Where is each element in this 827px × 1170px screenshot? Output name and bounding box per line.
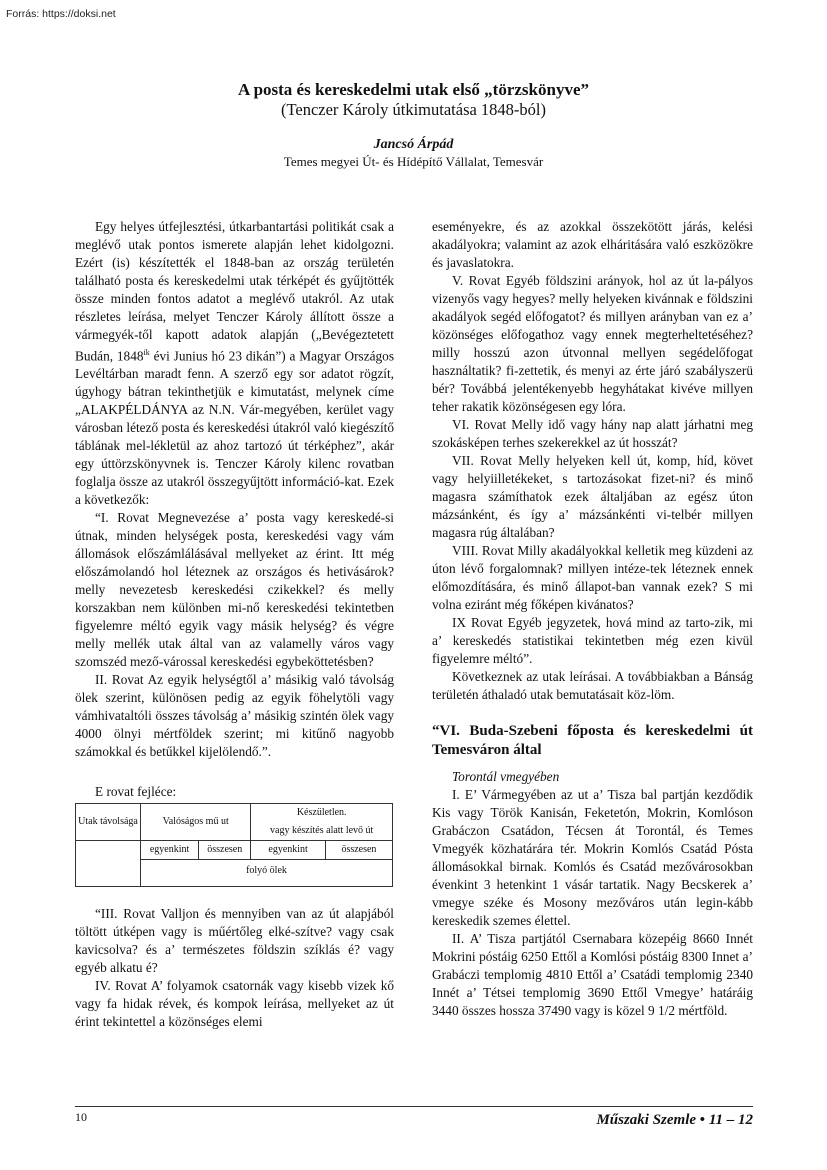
paragraph: VIII. Rovat Milly akadályokkal kelletik meg küzdeni az úton lévő forgalomnak? millyen intéze-tek léteznek ennek előmozdítására, és minő állapot-ban vannak ezek? S mi volna eziránt még főképen kivánatos? xyxy=(432,543,753,612)
paragraph: I. E’ Vármegyében az ut a’ Tisza bal partján kezdődik Kis vagy Török Kanisán, Feketetón, Mokrin, Komlóson Grabáczon Csatádon, Técsen át Torontál, és Temes Vmegyék közhatárára tér. Mokrin Komlós Csatád Pósta állomásokkal birnak. Komlós és Csatád mezővárosokban évenkint 3 hetenkint 1 vásár tartatik. Nagy Becskerek a’ vmegye széke és Mosony mezőváros után legin-kább kereskedik szemes élettel. xyxy=(432,787,753,928)
paragraph: eseményekre, és az azokkal összekötött járás, kelési akadályokra; valamint az azok elháritására való eszközökre és javaslatokra. xyxy=(432,219,753,270)
paragraph: VI. Rovat Melly idő vagy hány nap alatt járhatni meg szokásképen terhes szekerekkel az út hosszát? xyxy=(432,417,753,450)
author-name: Jancsó Árpád xyxy=(373,137,454,152)
table-cell: Készületlen. xyxy=(251,804,393,823)
table-cell: egyenkint xyxy=(251,841,326,860)
bullet: • xyxy=(699,1112,706,1128)
paragraph xyxy=(75,218,394,509)
paragraph: Következnek az utak leírásai. A továbbiakban a Bánság területén áthaladó utak bemutatásait köz-löm. xyxy=(432,669,753,702)
article-title: A posta és kereskedelmi utak első „törzskönyve” xyxy=(237,80,589,99)
article-subtitle: (Tenczer Károly útkimutatása 1848-ból) xyxy=(280,100,547,119)
paragraph: “I. Rovat Megnevezése a’ posta vagy kereskedé-si útnak, minden helységek posta, kereskedési vagy vám állomások előszámlálásával mellyeket az érint. Itt még előszámolandó hol léteznek az országos és hetivásárok? melly nevezetesb kereskedési czikekkel? és melly korszakban nem különben mi-nő kereskedési tekintetben figyelemre méltó egyik vagy másik helység? és végre melly mellék utak által van az valamelly város vagy szomszéd mező-várossal kereskedési egybeköttetésben? xyxy=(75,510,394,670)
section-subheading: Torontál vmegyében xyxy=(452,769,560,784)
text-run: évi Junius hó 23 dikán”) a Magyar Országos Levéltárban maradt fenn. A szerző egy sor adatot rögzít, úgyhogy bátran tekinthetjük e kimutatást, melynek címe „ALAKPÉLDÁNYA az N.N. Vár-megyében, kerület vagy városban létező posta és kereskedési útakról való kiegészítő táblának mel-lékletül az ahoz tartozó út térképhez”, akár egy úttörzskönyvnek is. Tenczer Károly kilenc rovatban foglalja össze az utakról összegyűjtött információ-kat. Ezek a következők: xyxy=(75,348,394,508)
paragraph: “III. Rovat Valljon és mennyiben van az út alapjából töltött útképen vagy is műértőleg elké-szítve? vagy csak kavicsolva? és a’ természetes földszin szíklás é? vagy egyéb alkatu é? xyxy=(75,906,394,976)
left-column xyxy=(75,218,394,1031)
table-label: E rovat fejléce: xyxy=(95,784,177,800)
page-number: 10 xyxy=(75,1110,87,1124)
table-cell: Utak távolsága xyxy=(76,804,141,841)
section-heading: “VI. Buda-Szebeni főposta és kereskedelmi út Temesváron által xyxy=(432,723,753,758)
source-url: Forrás: https://doksi.net xyxy=(6,8,116,20)
journal-name xyxy=(596,1112,753,1129)
column-header-table xyxy=(75,803,393,887)
paragraph: II. A’ Tisza partjától Csernabara közepéig 8660 Innét Mokrini póstáig 6250 Ettől a Komlósi póstáig 8300 Innet a’ Grabáczi templomig 4810 Ettől a’ Csatádi templomig 2340 Innét a’ Tétsei templomig 3690 Ettől Vmegye’ határáig 3440 összes hossza 37490 vagy is közel 9 1/2 mértföld. xyxy=(432,931,753,1018)
table-cell: folyó ölek xyxy=(141,860,393,887)
right-column xyxy=(432,218,753,1020)
paragraph: II. Rovat Az egyik helységtől a’ másikig való távolság ölek szerint, különösen pedig az egyik föhelytöli vagy vámhivataltóli összes távolság a’ másikig szintén ölek vagy 4000 ölnyi mértföldek szerint; mi kitűnő nagyobb számokkal és betűkkel kijelölendő.”. xyxy=(75,672,394,760)
paragraph: VII. Rovat Melly helyeken kell út, komp, híd, követ vagy helyiilletékeket, s tartozásokat fizet-ni? és minő magasra számíthatok ezek általjában az egész úton mázsánként, és így a’ mázsánkénti vi-telbér millyen magasra rúg általában? xyxy=(432,453,753,540)
author-affiliation: Temes megyei Út- és Hídépítő Vállalat, Temesvár xyxy=(283,154,544,169)
issue-number: 11 – 12 xyxy=(708,1112,753,1128)
table-cell: összesen xyxy=(325,841,392,860)
paragraph: IX Rovat Egyéb jegyzetek, hová mind az tarto-zik, mi a’ kereskedés statistikai tekintetben még ezen kivül figyelemre méltó”. xyxy=(432,615,753,666)
paragraph: IV. Rovat A’ folyamok csatornák vagy kisebb vizek kő vagy fa hidak révek, és kompok leírása, mellyeket az út érint tekintettel a közönséges elemi xyxy=(75,978,394,1030)
paragraph: V. Rovat Egyéb földszini arányok, hol az út la-pályos vizenyős vagy hegyes? melly helyeken kivánnak e földszini akadályok segéd előfogatot? és millyen arányban van ez a’ közönséges előfogathoz vagy ennek megterheltetéséhez? milly hosszú azon útvonnal mellyen segédelőfogat használtatik? fi-zettetik, és menyi az érte járó szabályszerü bér? Továbbá jelentékenyebb hegyhátakat kivéve millyen teher rakatik közönségesen egy lóra. xyxy=(432,273,753,414)
journal-title: Műszaki Szemle xyxy=(596,1112,697,1128)
table-cell: összesen xyxy=(199,841,251,860)
superscript: ik xyxy=(143,348,150,357)
table-cell: vagy készítés alatt levő út xyxy=(251,822,393,841)
footer-rule xyxy=(75,1106,753,1107)
table-cell: Valóságos mű ut xyxy=(141,804,251,841)
table-cell xyxy=(76,841,141,887)
table-cell: egyenkint xyxy=(141,841,199,860)
text-run: Egy helyes útfejlesztési, útkarbantartási politikát csak a meglévő utak pontos ismerete alapján lehet kidolgozni. Ezért (is) készítették el 1848-ban az ország területén található posta és kereskedelmi utak térképét és gyűjtötték össze minden fontos adatot a meglévő utakról. Az utak részletes leírása, melyet Tenczer Károly állított össze a vármegyék-től kapott adatok alapján („Bevégeztetett Budán, 1848 xyxy=(75,219,394,364)
